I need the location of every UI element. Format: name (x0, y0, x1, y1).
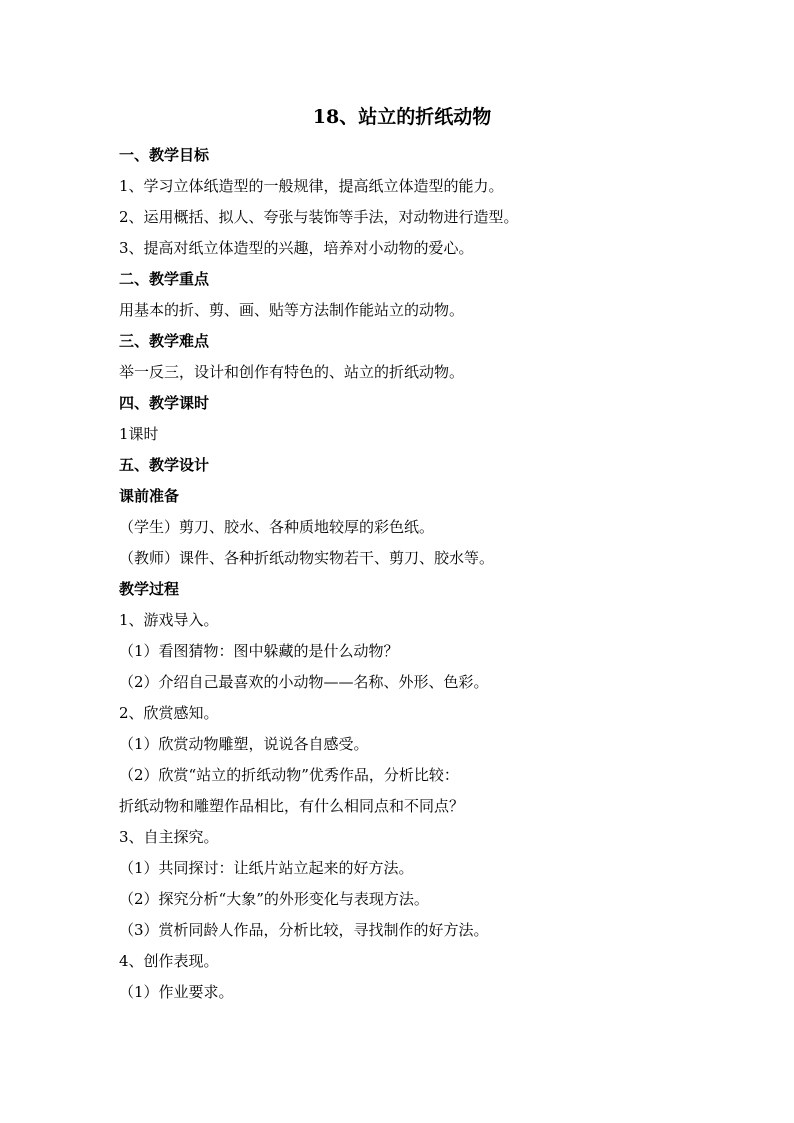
paragraph-line: 1、学习立体纸造型的一般规律，提高纸立体造型的能力。 (119, 177, 504, 195)
paragraph-line: 3、提高对纸立体造型的兴趣，培养对小动物的爱心。 (119, 239, 474, 257)
paragraph-line: （学生）剪刀、胶水、各种质地较厚的彩色纸。 (119, 518, 435, 536)
paragraph-line: 举一反三，设计和创作有特色的、站立的折纸动物。 (119, 363, 465, 381)
paragraph-line: （2）欣赏“站立的折纸动物”优秀作品，分析比较： (119, 766, 459, 784)
section-heading: 三、教学难点 (119, 332, 210, 350)
paragraph-line: （1）看图猜物：图中躲藏的是什么动物？ (119, 642, 399, 660)
paragraph-line: （教师）课件、各种折纸动物实物若干、剪刀、胶水等。 (119, 549, 495, 567)
paragraph-line: 2、运用概括、拟人、夸张与装饰等手法，对动物进行造型。 (119, 208, 519, 226)
paragraph-line: （2）探究分析“大象”的外形变化与表现方法。 (119, 890, 429, 908)
paragraph-line: 2、欣赏感知。 (119, 704, 219, 722)
paragraph-line: 3、自主探究。 (119, 828, 219, 846)
paragraph-line: （3）赏析同龄人作品，分析比较，寻找制作的好方法。 (119, 921, 489, 939)
paragraph-line: 4、创作表现。 (119, 952, 219, 970)
section-heading: 一、教学目标 (119, 146, 210, 164)
paragraph-line: 用基本的折、剪、画、贴等方法制作能站立的动物。 (119, 301, 465, 319)
paragraph-line: （1）欣赏动物雕塑，说说各自感受。 (119, 735, 369, 753)
section-heading: 二、教学重点 (119, 270, 210, 288)
section-heading: 课前准备 (119, 487, 180, 505)
section-heading: 四、教学课时 (119, 394, 210, 412)
section-heading: 五、教学设计 (119, 456, 210, 474)
paragraph-line: （1）作业要求。 (119, 983, 234, 1001)
document-body (119, 140, 699, 1008)
paragraph-line: 1课时 (119, 425, 159, 443)
section-heading: 教学过程 (119, 580, 180, 598)
paragraph-line: （2）介绍自己最喜欢的小动物——名称、外形、色彩。 (119, 673, 489, 691)
paragraph-line: （1）共同探讨：让纸片站立起来的好方法。 (119, 859, 414, 877)
document-title: 18、站立的折纸动物 (312, 106, 492, 128)
paragraph-line: 折纸动物和雕塑作品相比，有什么相同点和不同点？ (119, 797, 465, 815)
paragraph-line: 1、游戏导入。 (119, 611, 219, 629)
